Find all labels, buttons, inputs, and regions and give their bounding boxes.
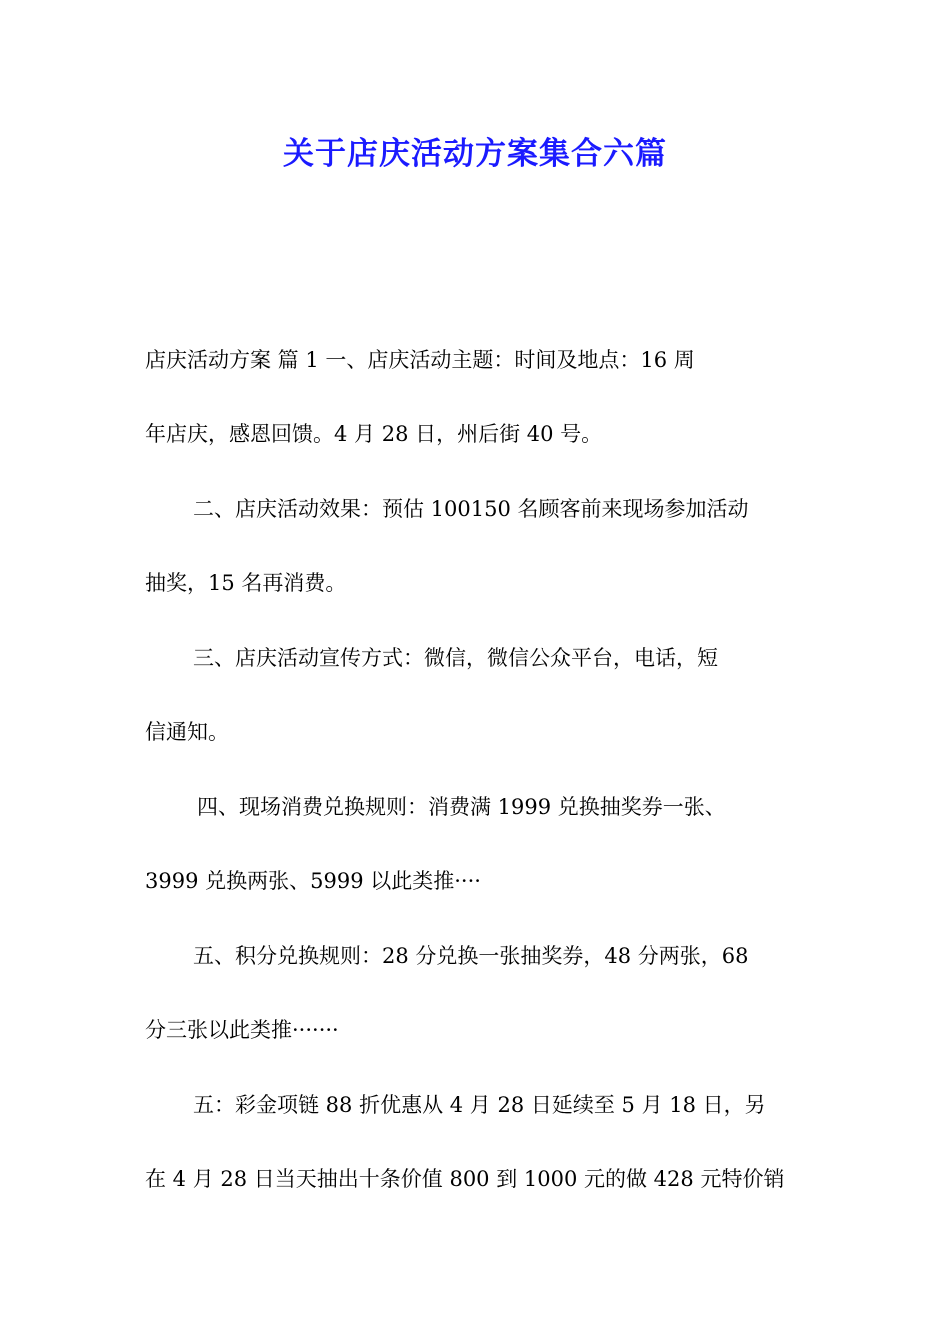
body-line-1: 店庆活动方案 篇 1 一、店庆活动主题：时间及地点：16 周	[145, 348, 695, 372]
body-line-10: 分三张以此类推·······	[145, 1018, 339, 1042]
body-line-12: 在 4 月 28 日当天抽出十条价值 800 到 1000 元的做 428 元特价销	[145, 1167, 785, 1191]
body-line-2: 年店庆，感恩回馈。4 月 28 日，州后街 40 号。	[145, 422, 603, 446]
body-line-9: 五、积分兑换规则：28 分兑换一张抽奖券，48 分两张，68	[193, 944, 749, 968]
body-line-7: 四、现场消费兑换规则：消费满 1999 兑换抽奖券一张、	[197, 795, 726, 819]
body-line-11: 五：彩金项链 88 折优惠从 4 月 28 日延续至 5 月 18 日，另	[193, 1093, 766, 1117]
body-line-3: 二、店庆活动效果：预估 100150 名顾客前来现场参加活动	[193, 497, 749, 521]
body-line-4: 抽奖，15 名再消费。	[145, 571, 347, 595]
document-title: 关于店庆活动方案集合六篇	[283, 136, 667, 172]
body-line-8: 3999 兑换两张、5999 以此类推····	[145, 869, 481, 893]
body-line-6: 信通知。	[145, 720, 229, 744]
body-line-5: 三、店庆活动宣传方式：微信，微信公众平台，电话，短	[193, 646, 718, 670]
